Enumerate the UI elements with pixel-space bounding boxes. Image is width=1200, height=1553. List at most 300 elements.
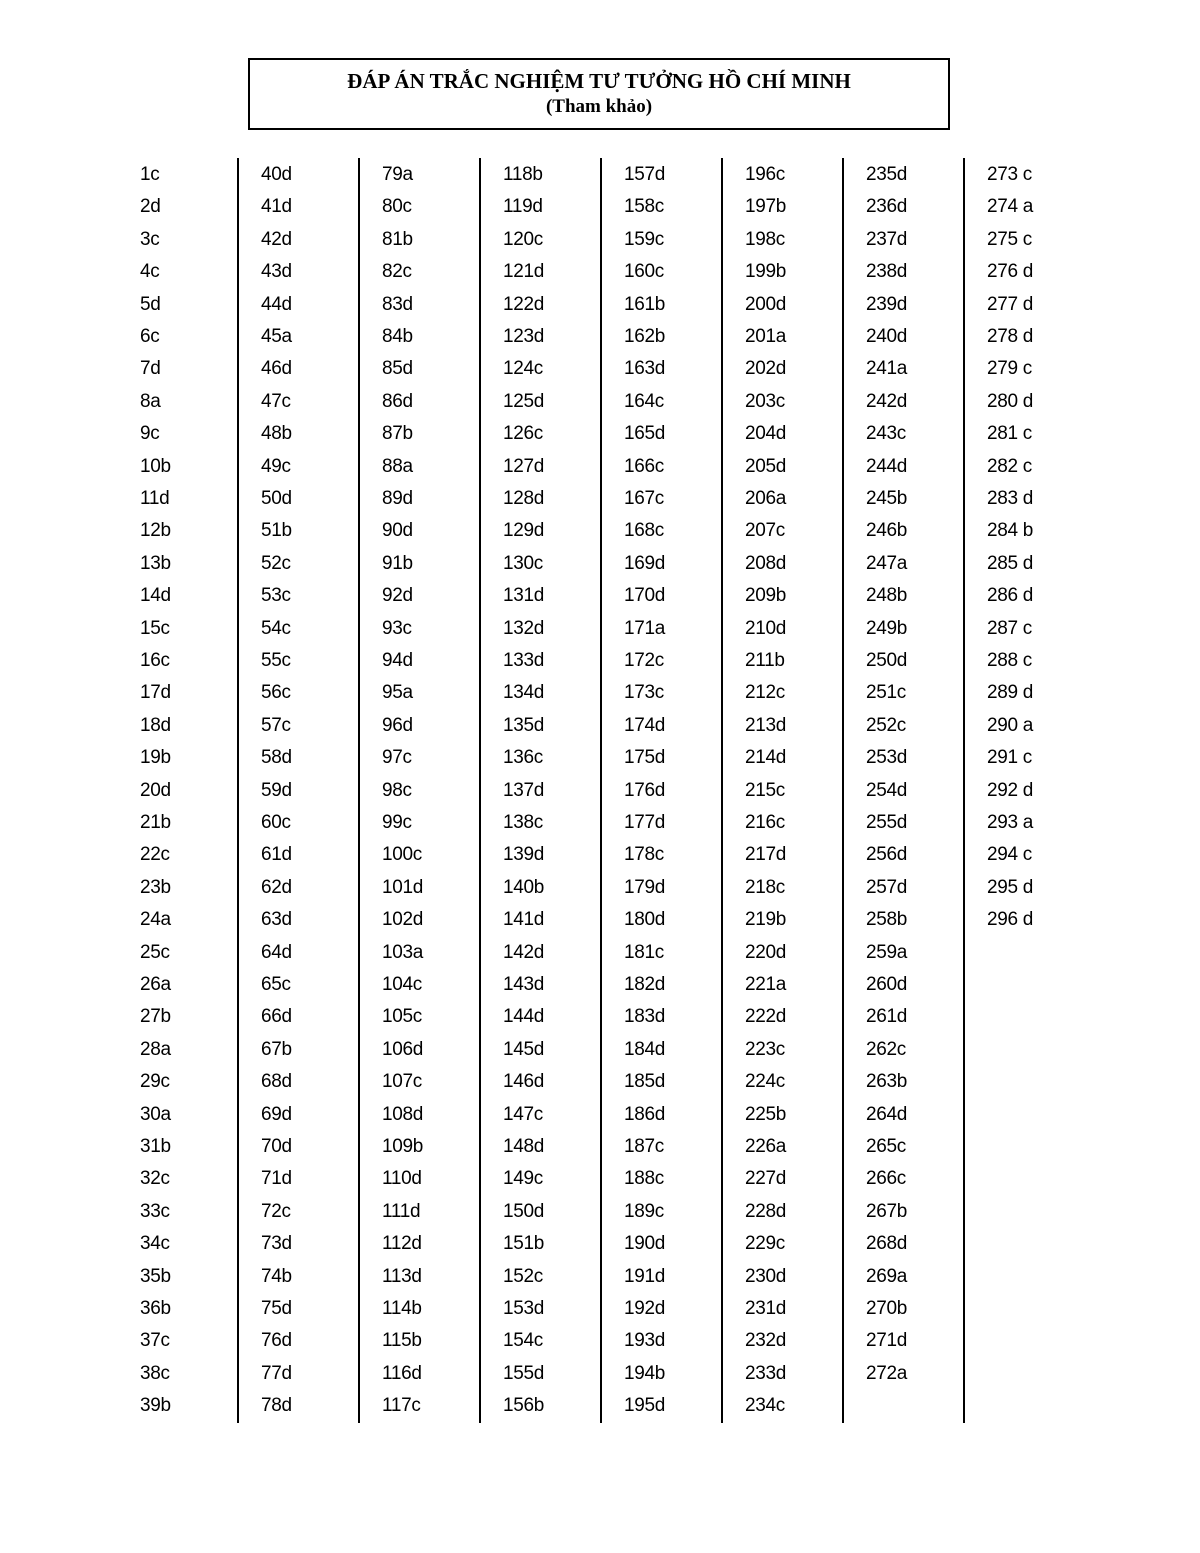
answer-item: 99c [382,812,412,833]
answer-item: 192d [624,1298,666,1319]
answer-item: 242d [866,390,908,412]
answer-item: 189c [624,1200,665,1222]
answer-item: 47c [261,390,291,412]
answer-item: 119d [503,196,543,218]
answer-item: 269a [866,1265,908,1287]
answer-item: 57c [261,714,291,736]
answer-item: 281 c [987,423,1032,445]
answer-item: 130c [503,552,544,574]
answer-item: 211b [745,650,785,671]
answer-item: 127d [503,455,545,477]
answer-item: 78d [261,1395,292,1417]
answer-item: 198c [745,228,786,250]
answer-item: 18d [140,714,171,736]
answer-item: 253d [866,747,908,769]
answer-item: 259a [866,941,908,963]
answer-item: 27b [140,1006,171,1028]
answer-item: 220d [745,941,787,963]
answer-item: 100c [382,844,423,866]
answer-item: 71d [261,1168,292,1190]
answer-item: 207c [745,520,786,542]
answer-item: 275 c [987,228,1032,250]
answer-item: 222d [745,1006,787,1028]
answer-item: 108d [382,1103,424,1125]
answer-item: 72c [261,1200,291,1222]
answer-item: 178c [624,844,665,866]
answer-item: 126c [503,423,544,445]
answer-item: 160c [624,261,665,283]
answer-item: 69d [261,1103,292,1125]
answer-item: 230d [745,1265,787,1287]
answer-item: 219b [745,909,787,931]
answer-item: 53c [261,585,291,607]
answer-item: 46d [261,358,292,380]
answer-item: 143d [503,974,545,995]
answer-item: 214d [745,747,787,769]
answer-item: 31b [140,1136,171,1157]
answer-item: 122d [503,293,545,315]
answer-item: 182d [624,974,666,995]
answer-item: 187c [624,1136,665,1157]
answer-item: 148d [503,1136,545,1157]
answer-item: 245b [866,488,908,509]
answer-item: 273 c [987,164,1032,185]
answer-item: 256d [866,844,908,866]
answer-item: 32c [140,1168,170,1190]
answer-item: 180d [624,909,666,931]
answer-item: 193d [624,1330,666,1352]
answer-item: 285 d [987,552,1034,574]
answer-item: 118b [503,164,543,185]
answer-item: 184d [624,1038,666,1060]
answer-item: 97c [382,747,412,769]
answer-item: 287 c [987,617,1032,639]
answer-item: 276 d [987,261,1034,283]
answer-item: 237d [866,228,908,250]
answer-item: 39b [140,1395,171,1417]
answer-item: 163d [624,358,666,380]
answer-item: 236d [866,196,908,218]
answer-item: 83d [382,293,413,315]
answer-item: 177d [624,812,666,833]
answer-item: 159c [624,228,665,250]
answer-item: 86d [382,390,413,412]
answer-item: 217d [745,844,787,866]
answer-item: 95a [382,682,413,704]
answer-item: 291 c [987,747,1032,769]
title-box [248,58,950,130]
answer-item: 185d [624,1071,666,1093]
answer-item: 183d [624,1006,666,1028]
answer-column [360,158,481,1423]
answer-item: 260d [866,974,908,995]
answer-item: 203c [745,390,786,412]
answer-item: 265c [866,1136,907,1157]
answer-item: 38c [140,1362,170,1384]
answer-item: 195d [624,1395,666,1417]
answer-item: 234c [745,1395,786,1417]
answer-item: 105c [382,1006,423,1028]
answer-item: 61d [261,844,292,866]
answer-column [602,158,723,1423]
answer-item: 40d [261,164,292,185]
answer-item: 142d [503,941,545,963]
answer-item: 92d [382,585,413,607]
answer-item: 218c [745,876,786,898]
answer-item: 169d [624,552,666,574]
answer-item: 202d [745,358,787,380]
answer-item: 125d [503,390,545,412]
answer-item: 215c [745,779,786,801]
answer-item: 17d [140,682,171,704]
answer-item: 87b [382,423,413,445]
answer-item: 120c [503,228,544,250]
answer-item: 56c [261,682,291,704]
answer-item: 123d [503,326,545,347]
answer-item: 262c [866,1038,907,1060]
answer-item: 257d [866,876,908,898]
answer-item: 25c [140,941,170,963]
answer-item: 254d [866,779,908,801]
answer-item: 36b [140,1298,171,1319]
answer-item: 110d [382,1168,422,1190]
answer-column [844,158,965,1423]
answer-item: 111d [382,1200,421,1222]
answer-item: 88a [382,455,413,477]
answer-item: 132d [503,617,545,639]
answer-item: 151b [503,1233,545,1255]
answer-item: 292 d [987,779,1034,801]
answer-item: 255d [866,812,908,833]
answer-item: 109b [382,1136,424,1157]
answer-item: 171a [624,617,666,639]
answer-item: 50d [261,488,292,509]
answer-item: 210d [745,617,787,639]
answer-item: 247a [866,552,908,574]
answer-item: 8a [140,390,161,412]
answer-item: 267b [866,1200,908,1222]
answer-item: 288 c [987,650,1032,671]
answer-item: 121d [503,261,545,283]
answer-item: 191d [624,1265,666,1287]
answer-item: 141d [503,909,545,931]
answer-item: 213d [745,714,787,736]
answer-item: 70d [261,1136,292,1157]
answer-item: 16c [140,650,170,671]
answer-item: 176d [624,779,666,801]
answer-item: 134d [503,682,545,704]
answer-item: 124c [503,358,544,380]
answer-item: 75d [261,1298,292,1319]
answer-item: 54c [261,617,291,639]
answer-item: 67b [261,1038,292,1060]
answer-item: 14d [140,585,171,607]
answer-item: 23b [140,876,171,898]
answer-item: 68d [261,1071,292,1093]
answer-item: 243c [866,423,907,445]
answer-item: 107c [382,1071,423,1093]
answer-item: 55c [261,650,291,671]
answer-item: 112d [382,1233,422,1255]
answer-item: 43d [261,261,292,283]
answer-item: 91b [382,552,413,574]
answer-item: 293 a [987,812,1034,833]
answer-item: 282 c [987,455,1032,477]
answer-item: 294 c [987,844,1032,866]
answer-item: 263b [866,1071,908,1093]
answer-column [118,158,239,1423]
answer-item: 261d [866,1006,908,1028]
answer-item: 221a [745,974,787,995]
answer-item: 28a [140,1038,171,1060]
answer-item: 113d [382,1265,422,1287]
answer-item: 165d [624,423,666,445]
answer-item: 266c [866,1168,907,1190]
answer-item: 131d [503,585,545,607]
answer-item: 26a [140,974,171,995]
answer-item: 278 d [987,326,1034,347]
answer-item: 270b [866,1298,908,1319]
answer-item: 4c [140,261,160,283]
answer-item: 19b [140,747,171,769]
answer-item: 145d [503,1038,545,1060]
answer-item: 147c [503,1103,544,1125]
answer-item: 199b [745,261,787,283]
answer-item: 51b [261,520,292,542]
answer-item: 140b [503,876,545,898]
answer-item: 154c [503,1330,544,1352]
answer-item: 2d [140,196,161,218]
answer-item: 161b [624,293,666,315]
answer-item: 58d [261,747,292,769]
answer-item: 52c [261,552,291,574]
answer-item: 93c [382,617,412,639]
answer-item: 248b [866,585,908,607]
answer-item: 246b [866,520,908,542]
answer-item: 89d [382,488,413,509]
answer-item: 206a [745,488,787,509]
answer-item: 289 d [987,682,1034,704]
answer-item: 170d [624,585,666,607]
answer-column [481,158,602,1423]
answer-item: 42d [261,228,292,250]
answer-item: 235d [866,164,908,185]
answer-item: 229c [745,1233,786,1255]
answer-item: 249b [866,617,908,639]
answer-item: 274 a [987,196,1034,218]
answer-item: 209b [745,585,787,607]
answer-item: 102d [382,909,424,931]
answer-item: 205d [745,455,787,477]
answer-item: 21b [140,812,171,833]
answer-item: 10b [140,455,171,477]
answer-item: 98c [382,779,412,801]
answer-item: 277 d [987,293,1034,315]
answer-item: 103a [382,941,424,963]
answer-item: 96d [382,714,413,736]
page-subtitle: (Tham khảo) [545,96,653,117]
answer-item: 3c [140,228,160,250]
answer-item: 34c [140,1233,170,1255]
answer-item: 280 d [987,390,1034,412]
answer-item: 157d [624,164,666,185]
answer-item: 117c [382,1395,421,1417]
answer-item: 5d [140,293,161,315]
answer-item: 12b [140,520,171,542]
answer-item: 150d [503,1200,545,1222]
answer-item: 201a [745,326,787,347]
answer-item: 156b [503,1395,545,1417]
answer-item: 250d [866,650,908,671]
answer-item: 181c [624,941,665,963]
answer-item: 22c [140,844,170,866]
answer-item: 244d [866,455,908,477]
answer-item: 49c [261,455,291,477]
answer-item: 197b [745,196,787,218]
answer-item: 227d [745,1168,787,1190]
answer-item: 295 d [987,876,1034,898]
answer-item: 24a [140,909,171,931]
answer-item: 241a [866,358,908,380]
answer-item: 135d [503,714,545,736]
answer-item: 200d [745,293,787,315]
answer-item: 90d [382,520,413,542]
answer-item: 129d [503,520,545,542]
answer-item: 13b [140,552,171,574]
answer-item: 168c [624,520,665,542]
answer-item: 167c [624,488,665,509]
answer-item: 11d [140,488,170,509]
answer-item: 204d [745,423,787,445]
answer-item: 48b [261,423,292,445]
answer-item: 136c [503,747,544,769]
answer-item: 239d [866,293,908,315]
answer-item: 76d [261,1330,292,1352]
page-title: ĐÁP ÁN TRẮC NGHIỆM TƯ TƯỞNG HỒ CHÍ MINH [347,69,851,93]
answer-item: 166c [624,455,665,477]
answer-item: 29c [140,1071,170,1093]
answer-item: 114b [382,1298,422,1319]
answer-item: 152c [503,1265,544,1287]
answer-item: 208d [745,552,787,574]
answer-item: 290 a [987,714,1034,736]
answer-item: 228d [745,1200,787,1222]
answer-item: 155d [503,1362,545,1384]
answer-item: 133d [503,650,545,671]
answer-item: 296 d [987,909,1034,931]
answer-item: 231d [745,1298,787,1319]
answer-item: 138c [503,812,544,833]
answer-item: 63d [261,909,292,931]
answer-item: 62d [261,876,292,898]
answer-item: 284 b [987,520,1034,542]
answer-column [965,158,1086,1423]
answer-item: 264d [866,1103,908,1125]
answer-item: 59d [261,779,292,801]
answer-item: 33c [140,1200,170,1222]
answer-item: 20d [140,779,171,801]
answer-item: 240d [866,326,908,347]
answer-item: 258b [866,909,908,931]
answer-item: 251c [866,682,907,704]
answer-item: 84b [382,326,413,347]
answer-item: 179d [624,876,666,898]
answer-item: 174d [624,714,666,736]
answer-item: 268d [866,1233,908,1255]
answer-item: 286 d [987,585,1034,607]
answer-item: 146d [503,1071,545,1093]
answer-item: 94d [382,650,413,671]
answer-item: 1c [140,164,160,185]
answer-item: 79a [382,164,413,185]
answer-column [723,158,844,1423]
answer-item: 85d [382,358,413,380]
answer-item: 82c [382,261,412,283]
answer-item: 144d [503,1006,545,1028]
answer-item: 37c [140,1330,170,1352]
answer-item: 162b [624,326,666,347]
answer-item: 115b [382,1330,422,1352]
answer-grid [118,158,1086,1423]
answer-item: 6c [140,326,160,347]
answer-item: 216c [745,812,786,833]
answer-item: 116d [382,1362,422,1384]
answer-item: 101d [382,876,424,898]
answer-item: 149c [503,1168,544,1190]
answer-item: 44d [261,293,292,315]
answer-item: 164c [624,390,665,412]
answer-item: 175d [624,747,666,769]
answer-item: 81b [382,228,413,250]
answer-item: 7d [140,358,161,380]
answer-item: 224c [745,1071,786,1093]
answer-item: 106d [382,1038,424,1060]
answer-item: 283 d [987,488,1034,509]
answer-item: 225b [745,1103,787,1125]
answer-item: 9c [140,423,160,445]
answer-item: 272a [866,1362,908,1384]
answer-item: 190d [624,1233,666,1255]
answer-column [239,158,360,1423]
answer-item: 45a [261,326,292,347]
answer-item: 232d [745,1330,787,1352]
answer-item: 153d [503,1298,545,1319]
answer-item: 188c [624,1168,665,1190]
answer-item: 252c [866,714,907,736]
answer-item: 64d [261,941,292,963]
answer-item: 271d [866,1330,908,1352]
answer-item: 74b [261,1265,292,1287]
answer-item: 186d [624,1103,666,1125]
answer-item: 35b [140,1265,171,1287]
answer-item: 223c [745,1038,786,1060]
answer-item: 233d [745,1362,787,1384]
answer-item: 212c [745,682,786,704]
answer-item: 279 c [987,358,1032,380]
answer-item: 73d [261,1233,292,1255]
answer-item: 196c [745,164,786,185]
answer-item: 77d [261,1362,292,1384]
answer-item: 194b [624,1362,666,1384]
answer-item: 65c [261,974,291,995]
answer-item: 226a [745,1136,787,1157]
answer-item: 128d [503,488,545,509]
answer-item: 238d [866,261,908,283]
answer-item: 173c [624,682,665,704]
answer-item: 158c [624,196,665,218]
answer-item: 30a [140,1103,171,1125]
answer-item: 172c [624,650,665,671]
